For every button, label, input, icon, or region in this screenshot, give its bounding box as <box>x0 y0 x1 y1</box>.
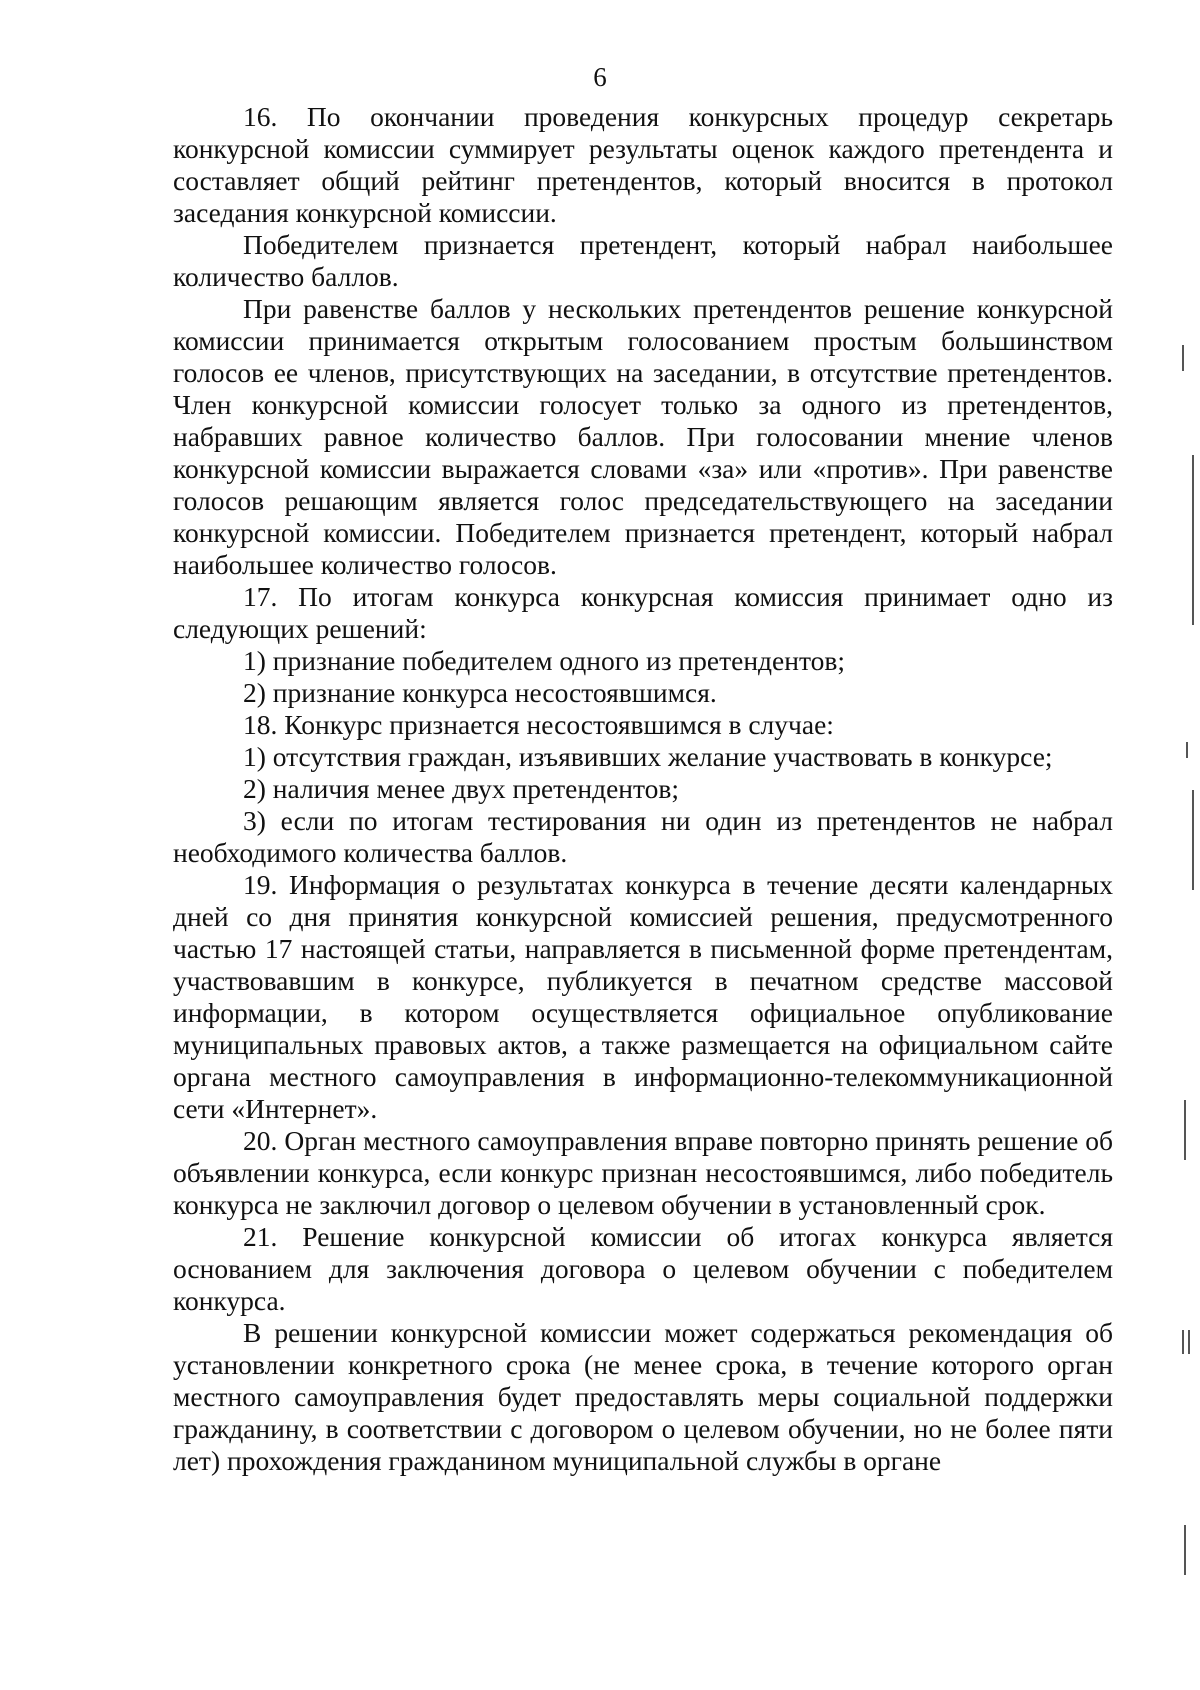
list-item: 1) отсутствия граждан, изъявивших желание участвовать в конкурсе; <box>243 741 1053 772</box>
document-body <box>173 101 1113 1477</box>
list-item: 1) признание победителем одного из претендентов; <box>243 645 845 676</box>
list-item: 2) признание конкурса несостоявшимся. <box>243 677 717 708</box>
paragraph-18: 18. Конкурс признается несостоявшимся в случае: <box>243 709 834 740</box>
scan-edge-mark <box>1186 742 1188 758</box>
scan-edge-mark <box>1184 1100 1186 1160</box>
paragraph-21: 21. Решение конкурсной комиссии об итогах конкурса является основанием для заключения договора о целевом обучении с победителем конкурса. <box>173 1221 1113 1316</box>
paragraph-17: 17. По итогам конкурса конкурсная комиссия принимает одно из следующих решений: <box>173 581 1113 644</box>
paragraph-19: 19. Информация о результатах конкурса в течение десяти календарных дней со дня принятия конкурсной комиссией решения, предусмотренного частью 17 настоящей статьи, направляется в письменной форме претендентам, участвовавшим в конкурсе, публикуется в печатном средстве массовой информации, в котором осуществляется официальное опубликование муниципальных правовых актов, а также размещается на официальном сайте органа местного самоуправления в информационно-телекоммуникационной сети «Интернет». <box>173 869 1113 1124</box>
page-number: 6 <box>593 62 607 92</box>
paragraph-winner: Победителем признается претендент, который набрал наибольшее количество баллов. <box>173 229 1113 292</box>
scan-edge-mark <box>1188 1330 1190 1354</box>
list-item: 3) если по итогам тестирования ни один из претендентов не набрал необходимого количества баллов. <box>173 805 1113 868</box>
paragraph-16: 16. По окончании проведения конкурсных процедур секретарь конкурсной комиссии суммирует результаты оценок каждого претендента и составляет общий рейтинг претендентов, который вносится в протокол заседания конкурсной комиссии. <box>173 101 1113 228</box>
scan-edge-mark <box>1192 455 1194 625</box>
paragraph-20: 20. Орган местного самоуправления вправе повторно принять решение об объявлении конкурса, если конкурс признан несостоявшимся, либо победитель конкурса не заключил договор о целевом обучении в установленный срок. <box>173 1125 1113 1220</box>
scan-edge-mark <box>1182 345 1184 371</box>
scan-edge-mark <box>1192 790 1194 890</box>
scan-edge-mark <box>1182 1330 1184 1354</box>
scan-edge-mark <box>1184 1525 1186 1575</box>
paragraph-tie-vote: При равенстве баллов у нескольких претендентов решение конкурсной комиссии принимается открытым голосованием простым большинством голосов ее членов, присутствующих на заседании, в отсутствие претендентов. Член конкурсной комиссии голосует только за одного из претендентов, набравших равное количество баллов. При голосовании мнение членов конкурсной комиссии выражается словами «за» или «против». При равенстве голосов решающим является голос председательствующего на заседании конкурсной комиссии. Победителем признается претендент, который набрал наибольшее количество голосов. <box>173 293 1113 580</box>
paragraph-recommendation: В решении конкурсной комиссии может содержаться рекомендация об установлении конкретного срока (не менее срока, в течение которого орган местного самоуправления будет предоставлять меры социальной поддержки гражданину, в соответствии с договором о целевом обучении, но не более пяти лет) прохождения гражданином муниципальной службы в органе <box>173 1317 1113 1476</box>
list-item: 2) наличия менее двух претендентов; <box>243 773 680 804</box>
